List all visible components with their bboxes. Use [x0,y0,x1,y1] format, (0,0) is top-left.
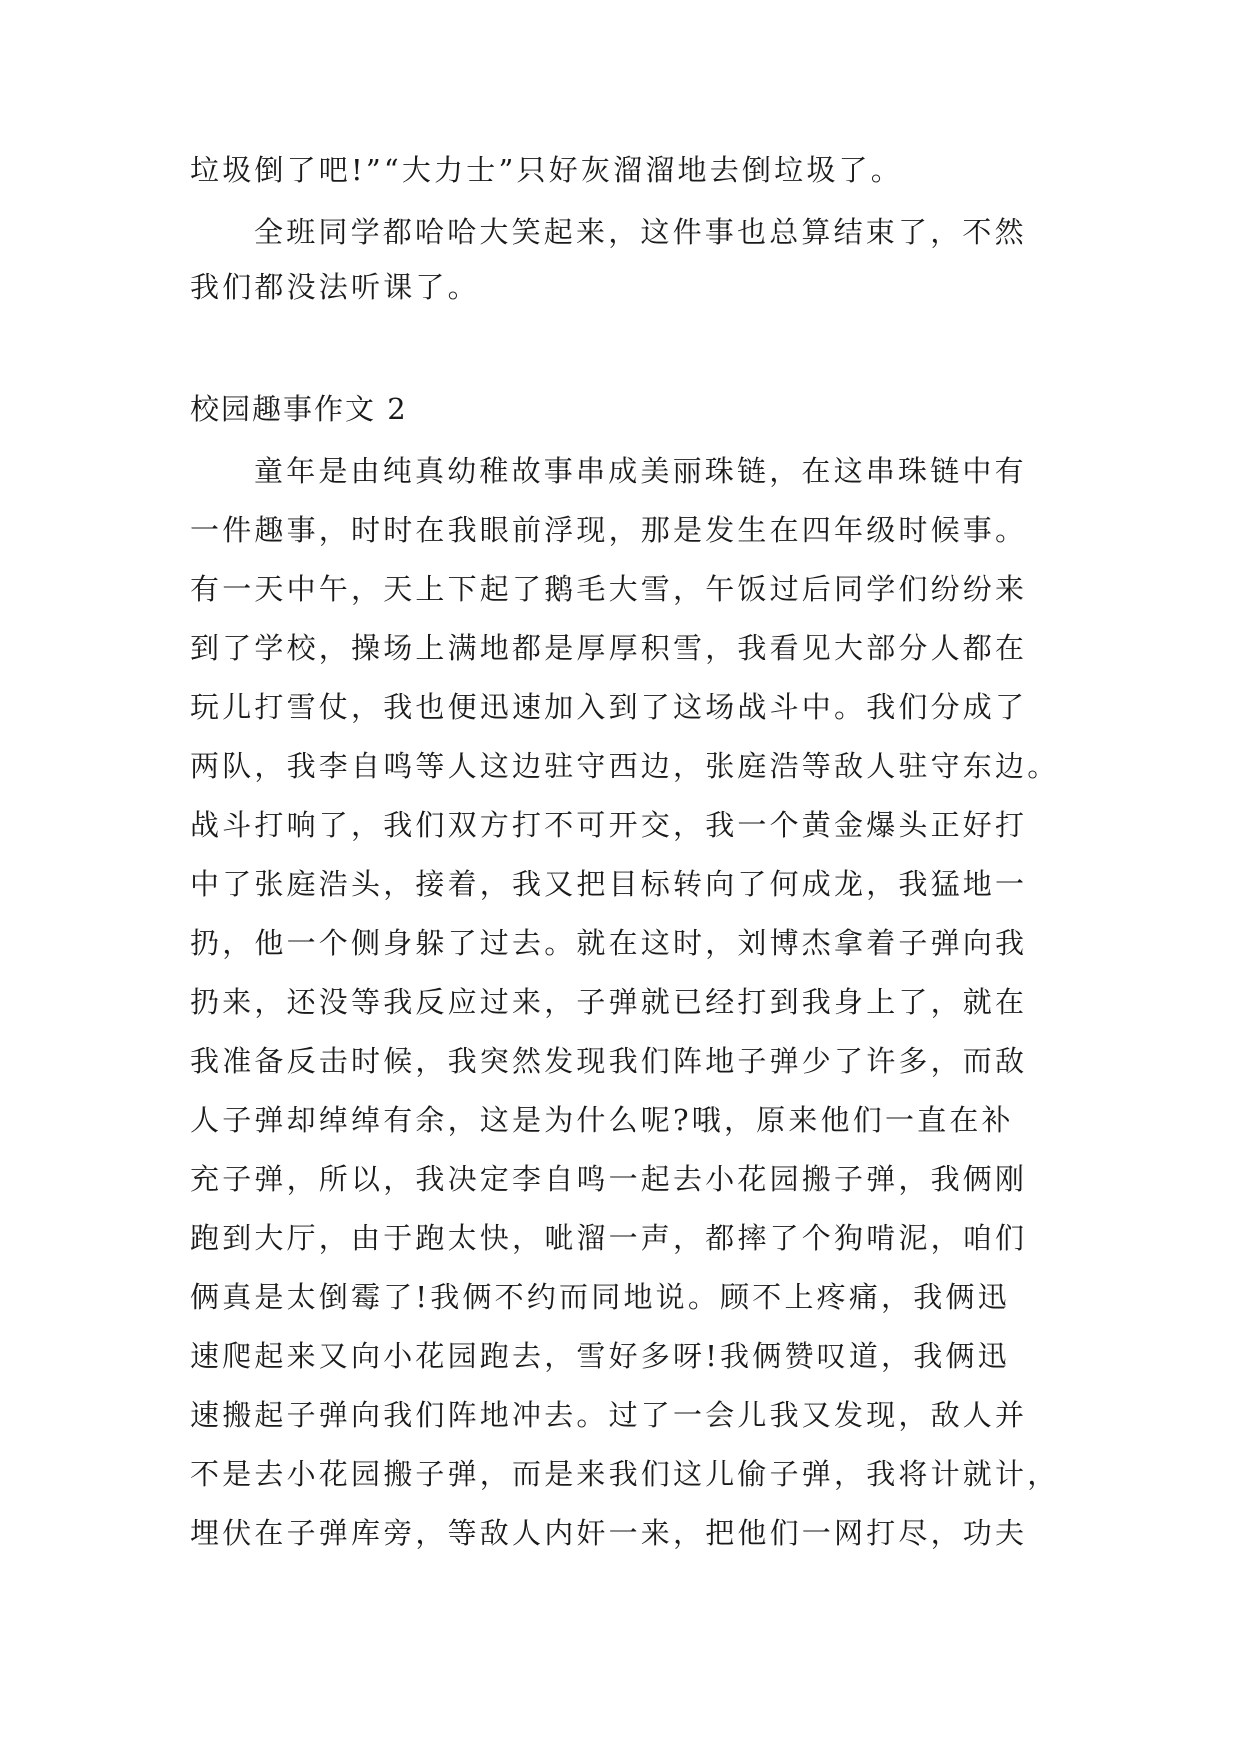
paragraph-line: 两队，我李自鸣等人这边驻守西边，张庭浩等敌人驻守东边。 [190,749,1060,783]
paragraph-line: 中了张庭浩头，接着，我又把目标转向了何成龙，我猛地一 [190,867,1028,901]
paragraph-line: 到了学校，操场上满地都是厚厚积雪，我看见大部分人都在 [190,631,1028,665]
paragraph-line: 人子弹却绰绰有余，这是为什么呢?哦，原来他们一直在补 [190,1103,1014,1137]
paragraph-line: 扔，他一个侧身躲了过去。就在这时，刘博杰拿着子弹向我 [190,926,1028,960]
paragraph-line: 我准备反击时候，我突然发现我们阵地子弹少了许多，而敌 [190,1044,1028,1078]
paragraph-line: 跑到大厅，由于跑太快，呲溜一声，都摔了个狗啃泥，咱们 [190,1221,1028,1255]
paragraph-line: 速搬起子弹向我们阵地冲去。过了一会儿我又发现，敌人并 [190,1398,1028,1432]
paragraph-line: 不是去小花园搬子弹，而是来我们这儿偷子弹，我将计就计， [190,1457,1060,1491]
paragraph-line: 俩真是太倒霉了!我俩不约而同地说。顾不上疼痛，我俩迅 [190,1280,1010,1314]
paragraph-line: 速爬起来又向小花园跑去，雪好多呀!我俩赞叹道，我俩迅 [190,1339,1010,1373]
paragraph-line: 全班同学都哈哈大笑起来，这件事也总算结束了，不然 [254,215,1027,249]
paragraph-line: 童年是由纯真幼稚故事串成美丽珠链，在这串珠链中有 [254,454,1027,488]
paragraph-line: 埋伏在子弹库旁，等敌人内奸一来，把他们一网打尽，功夫 [190,1516,1028,1550]
paragraph-line: 扔来，还没等我反应过来，子弹就已经打到我身上了，就在 [190,985,1028,1019]
paragraph-line: 我们都没法听课了。 [190,270,480,304]
paragraph-line: 垃圾倒了吧!”“大力士”只好灰溜溜地去倒垃圾了。 [190,153,903,187]
section-title: 校园趣事作文 2 [190,392,408,426]
paragraph-line: 一件趣事，时时在我眼前浮现，那是发生在四年级时候事。 [190,513,1028,547]
paragraph-line: 充子弹，所以，我决定李自鸣一起去小花园搬子弹，我俩刚 [190,1162,1028,1196]
paragraph-line: 战斗打响了，我们双方打不可开交，我一个黄金爆头正好打 [190,808,1028,842]
paragraph-line: 有一天中午，天上下起了鹅毛大雪，午饭过后同学们纷纷来 [190,572,1028,606]
paragraph-line: 玩儿打雪仗，我也便迅速加入到了这场战斗中。我们分成了 [190,690,1028,724]
